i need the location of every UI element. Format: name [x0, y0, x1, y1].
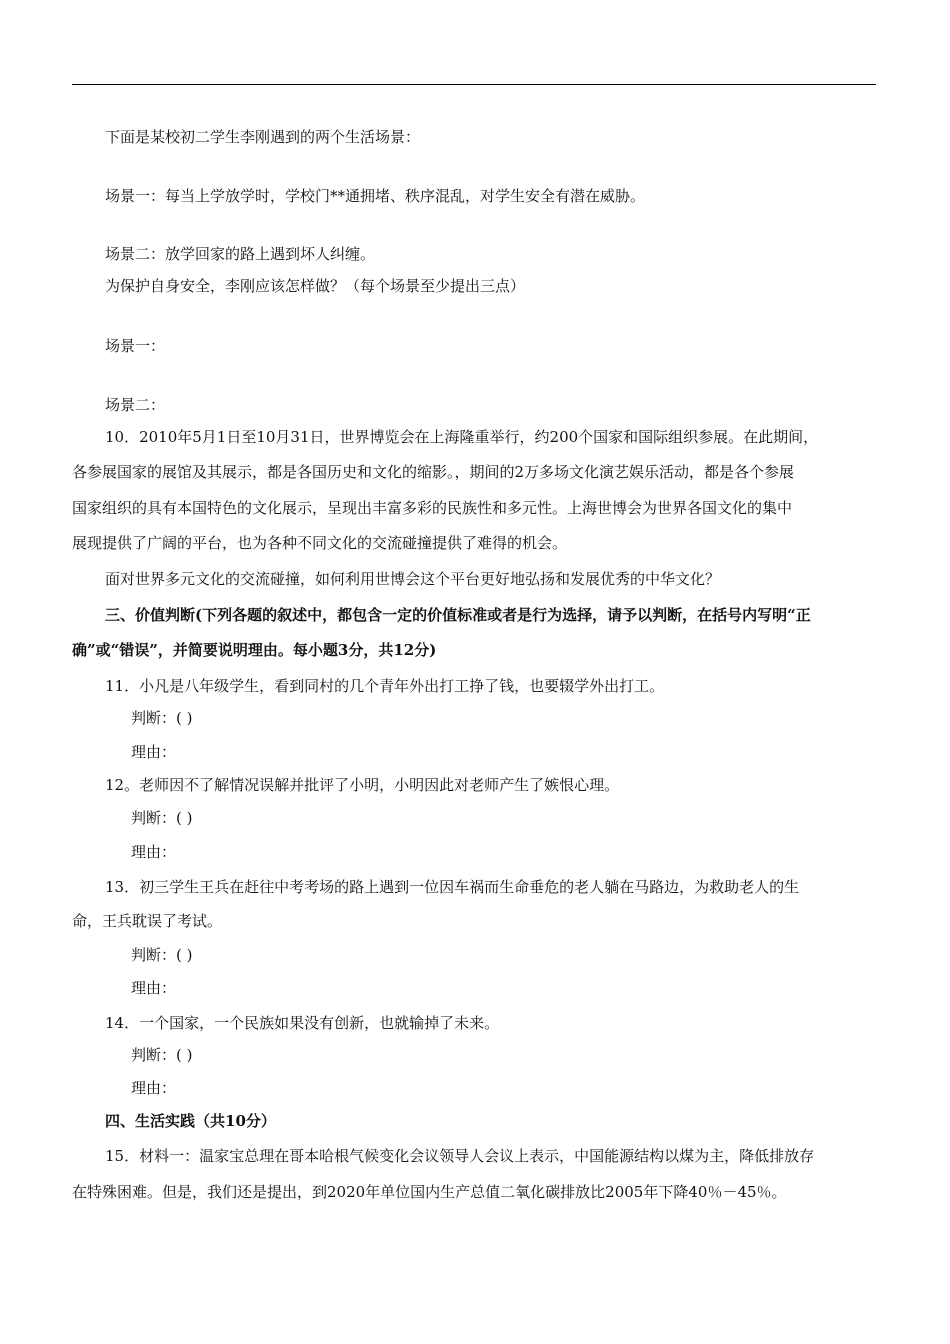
scene-question: 为保护自身安全，李刚应该怎样做？（每个场景至少提出三点）	[105, 277, 526, 295]
q13-reason-label: 理由：	[131, 979, 177, 997]
q10-line-4: 展现提供了广阔的平台，也为各种不同文化的交流碰撞提供了难得的机会。	[72, 534, 568, 552]
q15-line-1: 15．材料一：温家宝总理在哥本哈根气候变化会议领导人会议上表示，中国能源结构以煤为主，降低排放存	[105, 1147, 815, 1165]
q12-text: 12。老师因不了解情况误解并批评了小明，小明因此对老师产生了嫉恨心理。	[105, 776, 620, 794]
q10-line-3: 国家组织的具有本国特色的文化展示，呈现出丰富多彩的民族性和多元性。上海世博会为世界各国文化的集中	[72, 499, 793, 517]
section3-heading-line-2: 确”或“错误”，并简要说明理由。每小题3分，共12分)	[72, 641, 437, 659]
scene2-answer-label: 场景二：	[105, 396, 166, 414]
q12-reason-label: 理由：	[131, 843, 177, 861]
q12-judge-label: 判断：( )	[131, 809, 193, 827]
q11-reason-label: 理由：	[131, 743, 177, 761]
scene2-text: 场景二：放学回家的路上遇到坏人纠缠。	[105, 245, 376, 263]
scene1-text: 场景一：每当上学放学时，学校门**通拥堵、秩序混乱，对学生安全有潜在威胁。	[105, 187, 646, 205]
q14-reason-label: 理由：	[131, 1079, 177, 1097]
header-rule	[72, 84, 876, 85]
q10-question: 面对世界多元文化的交流碰撞，如何利用世博会这个平台更好地弘扬和发展优秀的中华文化？	[105, 570, 721, 588]
q14-text: 14．一个国家，一个民族如果没有创新，也就输掉了未来。	[105, 1014, 500, 1032]
q11-judge-label: 判断：( )	[131, 709, 193, 727]
intro-text: 下面是某校初二学生李刚遇到的两个生活场景：	[105, 128, 421, 146]
section4-heading: 四、生活实践（共10分）	[105, 1112, 276, 1130]
q15-line-2: 在特殊困难。但是，我们还是提出，到2020年单位国内生产总值二氧化碳排放比2005年下降40％－45％。	[72, 1183, 787, 1201]
scene1-answer-label: 场景一：	[105, 337, 166, 355]
q10-line-1: 10．2010年5月1日至10月31日，世界博览会在上海隆重举行，约200个国家和国际组织参展。在此期间，	[105, 428, 819, 446]
q13-line-2: 命，王兵耽误了考试。	[72, 912, 223, 930]
q13-line-1: 13．初三学生王兵在赶往中考考场的路上遇到一位因车祸而生命垂危的老人躺在马路边，为救助老人的生	[105, 878, 800, 896]
section3-heading-line-1: 三、价值判断(下列各题的叙述中，都包含一定的价值标准或者是行为选择，请予以判断，在括号内写明“正	[105, 606, 811, 624]
q11-text: 11．小凡是八年级学生，看到同村的几个青年外出打工挣了钱，也要辍学外出打工。	[105, 677, 665, 695]
q14-judge-label: 判断：( )	[131, 1046, 193, 1064]
q13-judge-label: 判断：( )	[131, 946, 193, 964]
q10-line-2: 各参展国家的展馆及其展示，都是各国历史和文化的缩影。，期间的2万多场文化演艺娱乐活动，都是各个参展	[72, 463, 795, 481]
